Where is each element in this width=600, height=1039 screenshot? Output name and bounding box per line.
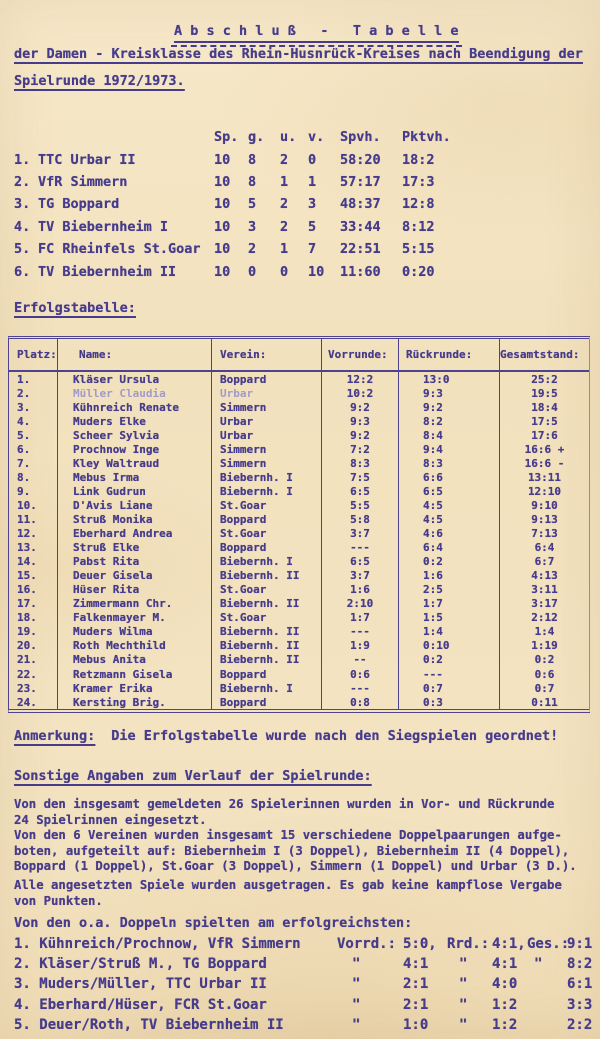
erfolgstabelle-row: [9, 597, 589, 611]
erfolg-name: Muders Elke: [58, 414, 212, 428]
erfolg-gesamtstand: 4:13: [531, 569, 558, 583]
erfolg-verein: Urbar: [212, 428, 322, 442]
doubles-row: [14, 934, 600, 954]
erfolg-vorrunde: 5:8: [322, 512, 399, 526]
erfolg-verein: Biebernh. II: [212, 597, 322, 611]
doubles-row: [14, 954, 600, 974]
standings-v: 0: [308, 151, 317, 168]
erfolg-rueckrunde: 2:5: [399, 583, 500, 597]
standings-team: VfR Simmern: [38, 173, 128, 190]
erfolgstabelle-header-cell: Name:: [58, 339, 212, 370]
erfolgstabelle-row: [9, 512, 589, 526]
erfolg-gesamtstand: 0:7: [534, 681, 555, 695]
doubles-score-vorrunde: 4:1: [403, 956, 429, 973]
subtitle-line-2: Spielrunde 1972/1973.: [14, 73, 185, 89]
erfolg-rueckrunde: 0:2: [399, 653, 500, 667]
standings-header-spacer: [38, 126, 214, 148]
doubles-score-gesamt: 2:2: [567, 1016, 593, 1033]
erfolg-platz: 19.: [9, 625, 58, 639]
doubles-col-label-rueckrunde: ": [459, 1016, 468, 1033]
standings-sp: 10: [214, 196, 231, 213]
erfolg-gesamtstand: 0:2: [534, 653, 555, 667]
subtitle-line-1: der Damen - Kreisklasse des Rhein-Husnrück-Kreises nach Beendigung der: [14, 46, 583, 62]
erfolg-name: Kley Waltraud: [58, 456, 212, 470]
erfolg-platz: 12.: [9, 527, 58, 541]
standings-u: 0: [280, 263, 289, 280]
standings-header-cell: Pktvh.: [402, 129, 451, 146]
erfolg-verein: Biebernh. II: [212, 625, 322, 639]
erfolg-gesamtstand: 9:10: [531, 498, 558, 512]
erfolg-verein: Urbar: [212, 414, 322, 428]
standings-spvh: 58:20: [340, 151, 381, 168]
erfolg-verein: Biebernh. I: [212, 681, 322, 695]
erfolg-verein: Biebernh. I: [212, 484, 322, 498]
standings-rank: 6.: [14, 263, 31, 280]
erfolgstabelle-row: [9, 569, 589, 583]
standings-header-cell: u.: [280, 129, 297, 146]
anmerkung-line: [14, 728, 558, 744]
erfolg-vorrunde: 7:5: [322, 470, 399, 484]
standings-pktvh: 0:20: [402, 263, 435, 280]
erfolg-vorrunde: 6:5: [322, 555, 399, 569]
erfolg-gesamtstand: 0:6: [534, 667, 555, 681]
standings-u: 2: [280, 218, 289, 235]
standings-u: 1: [280, 241, 289, 258]
erfolg-gesamtstand: 2:12: [531, 611, 558, 625]
erfolg-gesamtstand: 7:13: [531, 527, 558, 541]
erfolgstabelle-header-row: [9, 339, 589, 372]
erfolg-gesamtstand: 3:17: [531, 597, 558, 611]
erfolgstabelle-header-cell: Verein:: [212, 339, 322, 370]
doubles-ranking-list: [14, 934, 600, 1035]
erfolgstabelle-row: [9, 400, 589, 414]
erfolg-rueckrunde: 6:4: [399, 541, 500, 555]
erfolg-platz: 2.: [9, 386, 58, 400]
erfolg-verein: Biebernh. I: [212, 555, 322, 569]
erfolg-name: Prochnow Inge: [58, 442, 212, 456]
erfolg-platz: 3.: [9, 400, 58, 414]
erfolg-rueckrunde: 4:6: [399, 527, 500, 541]
erfolg-rueckrunde: 6:5: [399, 484, 500, 498]
erfolg-platz: 14.: [9, 555, 58, 569]
erfolg-vorrunde: 1:6: [322, 583, 399, 597]
erfolg-gesamtstand: 18:4: [531, 400, 558, 414]
doubles-col-label-vorrunde: ": [352, 976, 361, 993]
doubles-score-gesamt: 8:2: [567, 956, 593, 973]
paragraph-line: Von den insgesamt gemeldeten 26 Spielerinnen wurden in Vor- und Rückrunde: [14, 797, 555, 811]
standings-v: 1: [308, 173, 317, 190]
doubles-score-gesamt: 6:1: [567, 976, 593, 993]
standings-pktvh: 17:3: [402, 173, 435, 190]
erfolg-rueckrunde: 0:3: [399, 695, 500, 709]
standings-spvh: 22:51: [340, 241, 381, 258]
erfolg-rueckrunde: 8:2: [399, 414, 500, 428]
erfolg-vorrunde: 9:2: [322, 428, 399, 442]
erfolg-platz: 21.: [9, 653, 58, 667]
erfolg-vorrunde: 2:10: [322, 597, 399, 611]
erfolgstabelle-row: [9, 583, 589, 597]
standings-rank: 3.: [14, 196, 31, 213]
doubles-score-rueckrunde: 1:2: [492, 1016, 518, 1033]
erfolg-name: Retzmann Gisela: [58, 667, 212, 681]
erfolg-rueckrunde: ---: [399, 667, 500, 681]
erfolg-gesamtstand: 16:6 +: [524, 442, 565, 456]
erfolg-vorrunde: 3:7: [322, 569, 399, 583]
erfolgstabelle-row: [9, 386, 589, 400]
standings-team: TV Biebernheim II: [38, 263, 177, 280]
erfolg-verein: Biebernh. II: [212, 569, 322, 583]
erfolgstabelle-row: [9, 639, 589, 653]
standings-header-cell: v.: [308, 129, 325, 146]
doubles-score-gesamt: 3:3: [567, 996, 593, 1013]
document-title: A b s c h l u ß - T a b e l l e: [174, 23, 458, 43]
erfolg-verein: Simmern: [212, 400, 322, 414]
erfolg-vorrunde: 0:6: [322, 667, 399, 681]
standings-g: 0: [248, 263, 257, 280]
doubles-pair-label: 3. Muders/Müller, TTC Urbar II: [14, 976, 267, 993]
erfolg-vorrunde: 3:7: [322, 527, 399, 541]
sonstige-heading: Sonstige Angaben zum Verlauf der Spielrunde:: [14, 768, 372, 784]
standings-v: 3: [308, 196, 317, 213]
erfolg-verein: St.Goar: [212, 611, 322, 625]
erfolg-gesamtstand: 3:11: [531, 583, 558, 597]
standings-rank: 5.: [14, 241, 31, 258]
erfolg-verein: Biebernh. II: [212, 639, 322, 653]
standings-v: 10: [308, 263, 325, 280]
standings-g: 8: [248, 173, 257, 190]
erfolg-platz: 16.: [9, 583, 58, 597]
paragraph-line: 24 Spielrinnen eingesetzt.: [14, 812, 207, 827]
standings-pktvh: 12:8: [402, 196, 435, 213]
erfolg-vorrunde: ---: [322, 541, 399, 555]
doubles-col-label-vorrunde: ": [352, 996, 361, 1013]
erfolg-verein: Simmern: [212, 456, 322, 470]
erfolg-name: Falkenmayer M.: [58, 611, 212, 625]
standings-header-spacer: [14, 126, 38, 148]
standings-team: TG Boppard: [38, 196, 120, 213]
erfolg-vorrunde: 8:3: [322, 456, 399, 470]
doubles-col-label-rueckrunde: ": [459, 956, 468, 973]
standings-sp: 10: [214, 263, 231, 280]
erfolg-verein: Biebernh. II: [212, 653, 322, 667]
doubles-row: [14, 1015, 600, 1035]
erfolg-name: Hüser Rita: [58, 583, 212, 597]
erfolgstabelle-row: [9, 695, 589, 709]
erfolg-platz: 11.: [9, 512, 58, 526]
erfolg-verein: Urbar: [212, 386, 322, 400]
erfolgstabelle-row: [9, 541, 589, 555]
erfolg-platz: 20.: [9, 639, 58, 653]
erfolg-platz: 4.: [9, 414, 58, 428]
paragraph-line: Alle angesetzten Spiele wurden ausgetragen. Es gab keine kampflose Vergabe: [14, 878, 562, 892]
standings-team: TTC Urbar II: [38, 151, 136, 168]
erfolg-vorrunde: --: [322, 653, 399, 667]
erfolg-name: Link Gudrun: [58, 484, 212, 498]
erfolgstabelle-label: Erfolgstabelle:: [14, 300, 136, 316]
erfolgstabelle-row: [9, 498, 589, 512]
standings-rank: 2.: [14, 173, 31, 190]
erfolg-platz: 1.: [9, 372, 58, 386]
doubles-row: [14, 995, 600, 1015]
erfolg-verein: Boppard: [212, 512, 322, 526]
standings-v: 7: [308, 241, 317, 258]
doubles-col-label-gesamt: [527, 995, 567, 1015]
erfolgstabelle-header-cell: Platz:: [9, 339, 58, 370]
erfolgstabelle-row: [9, 456, 589, 470]
erfolg-gesamtstand: 1:4: [534, 625, 555, 639]
standings-table: [14, 126, 464, 283]
doubles-intro: Von den o.a. Doppeln spielten am erfolgreichsten:: [14, 915, 413, 931]
doubles-row: [14, 974, 600, 994]
doubles-col-label-rueckrunde: Rrd.:: [447, 936, 490, 953]
doubles-col-label-rueckrunde: ": [459, 996, 468, 1013]
erfolg-verein: Boppard: [212, 372, 322, 386]
erfolg-vorrunde: ---: [322, 681, 399, 695]
erfolg-gesamtstand: 19:5: [531, 386, 558, 400]
standings-spvh: 48:37: [340, 196, 381, 213]
erfolgstabelle-row: [9, 625, 589, 639]
erfolgstabelle-row: [9, 527, 589, 541]
erfolg-name: Pabst Rita: [58, 555, 212, 569]
doubles-score-vorrunde: 5:0,: [403, 936, 437, 953]
erfolg-name: Scheer Sylvia: [58, 428, 212, 442]
doubles-pair-label: 5. Deuer/Roth, TV Biebernheim II: [14, 1016, 284, 1033]
erfolg-name: Struß Monika: [58, 512, 212, 526]
standings-sp: 10: [214, 173, 231, 190]
doubles-col-label-gesamt: Ges.:: [527, 936, 570, 953]
erfolg-platz: 6.: [9, 442, 58, 456]
doubles-col-label-rueckrunde: ": [459, 976, 468, 993]
erfolg-verein: Boppard: [212, 695, 322, 709]
erfolg-vorrunde: 10:2: [322, 386, 399, 400]
doubles-col-label-vorrunde: Vorrd.:: [337, 936, 397, 953]
standings-sp: 10: [214, 218, 231, 235]
erfolgstabelle-header-cell: Rückrunde:: [399, 339, 500, 370]
erfolg-vorrunde: 0:8: [322, 695, 399, 709]
erfolg-rueckrunde: 8:4: [399, 428, 500, 442]
erfolg-name: Müller Claudia: [58, 386, 212, 400]
doubles-col-label-vorrunde: ": [352, 956, 361, 973]
erfolg-rueckrunde: 9:3: [399, 386, 500, 400]
doubles-col-label-gesamt: [527, 1015, 567, 1035]
standings-g: 3: [248, 218, 257, 235]
doubles-pair-label: 4. Eberhard/Hüser, FCR St.Goar: [14, 996, 267, 1013]
erfolg-name: Kersting Brig.: [58, 695, 212, 709]
erfolg-vorrunde: 1:7: [322, 611, 399, 625]
erfolgstabelle-row: [9, 667, 589, 681]
erfolg-name: Kramer Erika: [58, 681, 212, 695]
erfolg-name: Mebus Anita: [58, 653, 212, 667]
erfolg-name: Eberhard Andrea: [58, 527, 212, 541]
erfolg-name: Kühnreich Renate: [58, 400, 212, 414]
doubles-score-vorrunde: 2:1: [403, 976, 429, 993]
erfolg-platz: 13.: [9, 541, 58, 555]
erfolgstabelle-row: [9, 484, 589, 498]
erfolg-platz: 5.: [9, 428, 58, 442]
erfolg-rueckrunde: 0:10: [399, 639, 500, 653]
erfolg-rueckrunde: 1:6: [399, 569, 500, 583]
anmerkung-text: Die Erfolgstabelle wurde nach den Siegspielen geordnet!: [111, 728, 559, 744]
erfolg-rueckrunde: 13:0: [399, 372, 500, 386]
erfolg-name: Muders Wilma: [58, 625, 212, 639]
erfolg-vorrunde: 7:2: [322, 442, 399, 456]
erfolg-gesamtstand: 16:6 -: [524, 456, 565, 470]
erfolg-gesamtstand: 12:10: [527, 484, 562, 498]
paragraph-players: [14, 797, 577, 875]
erfolg-verein: St.Goar: [212, 527, 322, 541]
standings-team: FC Rheinfels St.Goar: [38, 241, 201, 258]
doubles-score-rueckrunde: 1:2: [492, 996, 518, 1013]
erfolgstabelle-header-cell: Vorrunde:: [322, 339, 399, 370]
standings-v: 5: [308, 218, 317, 235]
standings-header-cell: Spvh.: [340, 129, 381, 146]
doubles-score-vorrunde: 2:1: [403, 996, 429, 1013]
erfolg-name: D'Avis Liane: [58, 498, 212, 512]
erfolg-gesamtstand: 0:11: [531, 695, 558, 709]
standings-spvh: 11:60: [340, 263, 381, 280]
erfolg-gesamtstand: 6:4: [534, 541, 555, 555]
doubles-pair-label: 2. Kläser/Struß M., TG Boppard: [14, 956, 267, 973]
erfolg-verein: Boppard: [212, 541, 322, 555]
doubles-col-label-gesamt: ": [534, 956, 543, 973]
erfolg-vorrunde: 9:2: [322, 400, 399, 414]
erfolg-vorrunde: ---: [322, 625, 399, 639]
erfolg-gesamtstand: 9:13: [531, 512, 558, 526]
anmerkung-label: Anmerkung:: [14, 728, 96, 744]
paragraph-line: von Punkten.: [14, 893, 103, 908]
erfolg-rueckrunde: 1:4: [399, 625, 500, 639]
erfolg-vorrunde: 9:3: [322, 414, 399, 428]
erfolg-rueckrunde: 9:4: [399, 442, 500, 456]
erfolg-platz: 22.: [9, 667, 58, 681]
doubles-score-rueckrunde: 4:0: [492, 976, 518, 993]
standings-spvh: 57:17: [340, 173, 381, 190]
standings-g: 8: [248, 151, 257, 168]
erfolg-name: Zimmermann Chr.: [58, 597, 212, 611]
erfolg-verein: Simmern: [212, 442, 322, 456]
erfolg-name: Struß Elke: [58, 541, 212, 555]
erfolgstabelle-row: [9, 414, 589, 428]
erfolg-platz: 15.: [9, 569, 58, 583]
erfolg-verein: St.Goar: [212, 583, 322, 597]
erfolg-platz: 24.: [9, 695, 58, 709]
erfolg-rueckrunde: 0:7: [399, 681, 500, 695]
doubles-score-rueckrunde: 4:1,: [492, 936, 526, 953]
standings-u: 2: [280, 196, 289, 213]
standings-pktvh: 8:12: [402, 218, 435, 235]
erfolgstabelle-row: [9, 470, 589, 484]
erfolgstabelle-row: [9, 442, 589, 456]
erfolg-rueckrunde: 4:5: [399, 498, 500, 512]
standings-g: 2: [248, 241, 257, 258]
erfolg-platz: 8.: [9, 470, 58, 484]
standings-sp: 10: [214, 151, 231, 168]
erfolg-verein: Biebernh. I: [212, 470, 322, 484]
doubles-col-label-gesamt: [527, 974, 567, 994]
erfolg-vorrunde: 5:5: [322, 498, 399, 512]
erfolg-vorrunde: 1:9: [322, 639, 399, 653]
standings-u: 2: [280, 151, 289, 168]
erfolg-rueckrunde: 8:3: [399, 456, 500, 470]
erfolg-name: Kläser Ursula: [58, 372, 212, 386]
erfolg-vorrunde: 12:2: [322, 372, 399, 386]
erfolg-rueckrunde: 1:7: [399, 597, 500, 611]
erfolg-gesamtstand: 6:7: [534, 555, 555, 569]
erfolg-name: Roth Mechthild: [58, 639, 212, 653]
doubles-score-vorrunde: 1:0: [403, 1016, 429, 1033]
doubles-score-gesamt: 9:1: [567, 936, 593, 953]
erfolg-platz: 7.: [9, 456, 58, 470]
erfolg-gesamtstand: 17:6: [531, 428, 558, 442]
erfolg-name: Deuer Gisela: [58, 569, 212, 583]
standings-header-cell: Sp.: [214, 129, 239, 146]
erfolgstabelle-row: [9, 428, 589, 442]
erfolg-gesamtstand: 25:2: [531, 372, 558, 386]
standings-team: TV Biebernheim I: [38, 218, 169, 235]
doubles-col-label-vorrunde: ": [352, 1016, 361, 1033]
erfolgstabelle-row: [9, 611, 589, 625]
standings-rank: 4.: [14, 218, 31, 235]
standings-rank: 1.: [14, 151, 31, 168]
erfolgstabelle-row: [9, 653, 589, 667]
erfolgstabelle-header-cell: Gesamtstand:: [500, 348, 580, 361]
erfolg-gesamtstand: 13:11: [527, 470, 562, 484]
erfolg-name: Mebus Irma: [58, 470, 212, 484]
erfolg-rueckrunde: 1:5: [399, 611, 500, 625]
erfolg-platz: 10.: [9, 498, 58, 512]
erfolg-platz: 17.: [9, 597, 58, 611]
erfolg-rueckrunde: 0:2: [399, 555, 500, 569]
erfolg-vorrunde: 6:5: [322, 484, 399, 498]
erfolg-platz: 23.: [9, 681, 58, 695]
erfolg-gesamtstand: 1:19: [531, 639, 558, 653]
erfolg-verein: Boppard: [212, 667, 322, 681]
standings-sp: 10: [214, 241, 231, 258]
erfolg-platz: 9.: [9, 484, 58, 498]
paragraph-line: boten, aufgeteilt auf: Biebernheim I (3 Doppel), Biebernheim II (4 Doppel),: [14, 843, 570, 858]
standings-g: 5: [248, 196, 257, 213]
standings-header-cell: g.: [248, 129, 265, 146]
erfolg-rueckrunde: 9:2: [399, 400, 500, 414]
erfolg-rueckrunde: 6:6: [399, 470, 500, 484]
erfolgstabelle-row: [9, 372, 589, 386]
erfolg-gesamtstand: 17:5: [531, 414, 558, 428]
erfolg-verein: St.Goar: [212, 498, 322, 512]
erfolgstabelle-table: [8, 336, 590, 713]
paragraph-line: Von den 6 Vereinen wurden insgesamt 15 verschiedene Doppelpaarungen aufge-: [14, 828, 562, 843]
doubles-score-rueckrunde: 4:1: [492, 956, 518, 973]
erfolgstabelle-row: [9, 555, 589, 569]
doubles-pair-label: 1. Kühnreich/Prochnow, VfR Simmern: [14, 936, 301, 953]
standings-pktvh: 5:15: [402, 241, 435, 258]
standings-u: 1: [280, 173, 289, 190]
erfolg-platz: 18.: [9, 611, 58, 625]
erfolgstabelle-row: [9, 681, 589, 695]
standings-spvh: 33:44: [340, 218, 381, 235]
paragraph-line: Boppard (1 Doppel), St.Goar (3 Doppel), Simmern (1 Doppel) und Urbar (3 D.).: [14, 859, 577, 874]
paragraph-games: [14, 878, 562, 909]
standings-pktvh: 18:2: [402, 151, 435, 168]
erfolg-rueckrunde: 4:5: [399, 512, 500, 526]
